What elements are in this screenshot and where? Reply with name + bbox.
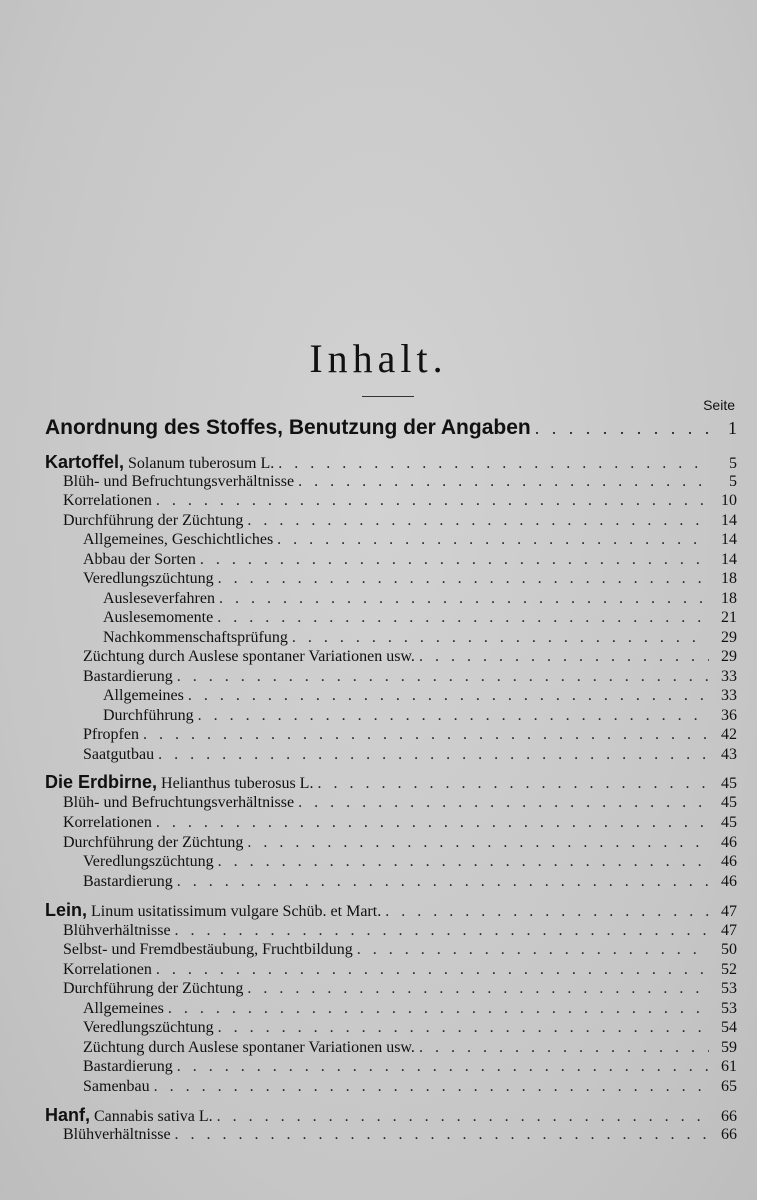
- toc-entry-title: [83, 550, 196, 569]
- dot-leader: [175, 921, 709, 940]
- dot-leader: [200, 550, 709, 569]
- dot-leader: [247, 833, 709, 852]
- toc-entry: [0, 901, 737, 921]
- toc-entry: [0, 706, 737, 725]
- toc-entry: [0, 1018, 737, 1037]
- toc-entry-text: Durchführung der Züchtung: [63, 512, 244, 529]
- toc-page-number: 47: [721, 903, 737, 920]
- toc-entry-title: [63, 491, 152, 510]
- toc-entry-title: [103, 608, 213, 627]
- toc-entry: [0, 813, 737, 832]
- toc-entry-title: [63, 793, 294, 812]
- dot-leader: [143, 725, 709, 744]
- toc-entry-text: Durchführung: [103, 707, 194, 724]
- toc-entry-text: Cannabis sativa L.: [94, 1108, 213, 1125]
- dot-leader: [177, 1057, 709, 1076]
- dot-leader: [385, 902, 709, 921]
- toc-page-number: 14: [721, 551, 737, 568]
- toc-entry: [0, 979, 737, 998]
- toc-page-number: 61: [721, 1058, 737, 1075]
- toc-entry-text: Pfropfen: [83, 726, 139, 743]
- toc-entry-text: Allgemeines, Geschichtliches: [83, 531, 274, 548]
- toc-entry-title: [83, 667, 173, 686]
- toc-page-number: 14: [721, 512, 737, 529]
- toc-page-number: 45: [721, 794, 737, 811]
- dot-leader: [247, 979, 709, 998]
- toc-entry: [0, 872, 737, 891]
- toc-page-number: 47: [721, 922, 737, 939]
- toc-entry-text: Saatgutbau: [83, 746, 155, 763]
- toc-page-number: 29: [721, 648, 737, 665]
- toc-entry-title: [63, 979, 243, 998]
- dot-leader: [156, 491, 709, 510]
- dot-leader: [217, 1107, 709, 1126]
- toc-page-number: 46: [721, 834, 737, 851]
- toc-page-number: 59: [721, 1039, 737, 1056]
- toc-entry-title: [103, 589, 215, 608]
- toc-entry-text: Abbau der Sorten: [83, 551, 196, 568]
- toc-page-number: 46: [721, 873, 737, 890]
- toc-entry: [0, 773, 737, 793]
- toc-entry-text: Bastardierung: [83, 668, 173, 685]
- toc-entry: [0, 453, 737, 473]
- toc-page-number: 1: [728, 418, 737, 438]
- toc-entry: [0, 745, 737, 764]
- toc-entry-text: Korrelationen: [63, 492, 152, 509]
- toc-entry-title: [45, 773, 313, 793]
- toc-page-number: 21: [721, 609, 737, 626]
- dot-leader: [419, 1038, 709, 1057]
- toc-entry: [0, 530, 737, 549]
- toc-entry: [0, 940, 737, 959]
- dot-leader: [156, 960, 709, 979]
- page-column-label: Seite: [703, 397, 735, 413]
- toc-entry-heading: Die Erdbirne,: [45, 772, 158, 792]
- toc-page-number: 33: [721, 687, 737, 704]
- toc-page-number: 5: [729, 455, 737, 472]
- toc-entry-text: Korrelationen: [63, 814, 152, 831]
- toc-entry-title: [45, 1106, 213, 1126]
- toc-entry-title: [63, 940, 353, 959]
- toc-entry-text: Solanum tuberosum L.: [128, 455, 275, 472]
- toc-entry-title: [83, 852, 214, 871]
- toc-page-number: 45: [721, 814, 737, 831]
- toc-entry: [0, 491, 737, 510]
- dot-leader: [218, 569, 709, 588]
- toc-entry: [0, 1106, 737, 1126]
- toc-entry-heading: Lein,: [45, 900, 88, 920]
- toc-entry-heading: Anordnung des Stoffes, Benutzung der Angaben: [45, 416, 531, 439]
- toc-entry: [0, 852, 737, 871]
- toc-entry-title: [83, 872, 173, 891]
- toc-entry-title: [63, 833, 243, 852]
- page-title: Inhalt.: [309, 336, 448, 381]
- toc-page-number: 54: [721, 1019, 737, 1036]
- toc-entry-title: [83, 1018, 214, 1037]
- toc-page-number: 66: [721, 1126, 737, 1143]
- toc-page-number: 18: [721, 590, 737, 607]
- toc-page-number: 5: [729, 473, 737, 490]
- toc-entry-text: Durchführung der Züchtung: [63, 980, 244, 997]
- toc-entry-title: [83, 999, 164, 1018]
- toc-entry-title: [63, 472, 294, 491]
- dot-leader: [419, 647, 709, 666]
- toc-page-number: 10: [721, 492, 737, 509]
- toc-page-number: 45: [721, 775, 737, 792]
- toc-entry-title: [103, 686, 184, 705]
- toc-entry-text: Linum usitatissimum vulgare Schüb. et Mart.: [91, 903, 382, 920]
- toc-page-number: 14: [721, 531, 737, 548]
- toc-entry-title: [63, 1125, 171, 1144]
- toc-entry-text: Samenbau: [83, 1078, 150, 1095]
- toc-entry: [0, 472, 737, 491]
- toc-entry-text: Veredlungszüchtung: [83, 1019, 214, 1036]
- toc-page-number: 66: [721, 1108, 737, 1125]
- toc-entry-title: [83, 1038, 415, 1057]
- toc-entry-title: [83, 569, 214, 588]
- dot-leader: [277, 530, 709, 549]
- toc-entry-title: [103, 706, 194, 725]
- toc-entry-text: Blüh- und Befruchtungsverhältnisse: [63, 473, 295, 490]
- toc-entry: [0, 647, 737, 666]
- toc-entry-text: Züchtung durch Auslese spontaner Variationen usw.: [83, 1039, 415, 1056]
- toc-entry-title: [83, 647, 415, 666]
- toc-entry-text: Allgemeines: [83, 1000, 164, 1017]
- toc-entry-text: Selbst- und Fremdbestäubung, Fruchtbildung: [63, 941, 353, 958]
- toc-entry-title: [63, 813, 152, 832]
- toc-entry: [0, 1125, 737, 1144]
- toc-entry: [0, 550, 737, 569]
- toc-entry-heading: Hanf,: [45, 1105, 90, 1125]
- dot-leader: [188, 686, 709, 705]
- toc-page-number: 29: [721, 629, 737, 646]
- toc-entry: [0, 793, 737, 812]
- dot-leader: [219, 589, 709, 608]
- toc-entry-title: [45, 453, 274, 473]
- title-rule: [362, 396, 414, 397]
- toc-entry-title: [63, 511, 243, 530]
- dot-leader: [158, 745, 709, 764]
- dot-leader: [298, 472, 709, 491]
- toc-entry: [0, 667, 737, 686]
- dot-leader: [218, 1018, 709, 1037]
- toc-entry: [0, 960, 737, 979]
- toc-page-number: 42: [721, 726, 737, 743]
- toc-page-number: 33: [721, 668, 737, 685]
- toc-page-number: 36: [721, 707, 737, 724]
- toc-entry-text: Allgemeines: [103, 687, 184, 704]
- dot-leader: [198, 706, 709, 725]
- dot-leader: [177, 667, 709, 686]
- toc-entry-text: Helianthus tuberosus L.: [161, 775, 314, 792]
- toc-page-number: 53: [721, 980, 737, 997]
- toc-entry: [0, 1077, 737, 1096]
- toc-entry-title: [45, 418, 531, 438]
- toc-entry-text: Durchführung der Züchtung: [63, 834, 244, 851]
- toc-entry: [0, 686, 737, 705]
- toc-entry-title: [83, 745, 154, 764]
- toc-entry: [0, 725, 737, 744]
- dot-leader: [317, 774, 709, 793]
- toc-entry: [0, 833, 737, 852]
- toc-entry: [0, 921, 737, 940]
- toc-entry-heading: Kartoffel,: [45, 452, 125, 472]
- dot-leader: [156, 813, 709, 832]
- toc-entry-text: Blühverhältnisse: [63, 922, 171, 939]
- toc-entry-text: Veredlungszüchtung: [83, 570, 214, 587]
- toc-page-number: 50: [721, 941, 737, 958]
- toc-entry-text: Züchtung durch Auslese spontaner Variationen usw.: [83, 648, 415, 665]
- dot-leader: [298, 793, 709, 812]
- toc-entry-title: [103, 628, 288, 647]
- dot-leader: [177, 872, 709, 891]
- toc-entry: [0, 1038, 737, 1057]
- toc-entry-text: Korrelationen: [63, 961, 152, 978]
- dot-leader: [154, 1077, 709, 1096]
- toc-entry-title: [83, 725, 139, 744]
- toc-entry-text: Nachkommenschaftsprüfung: [103, 629, 288, 646]
- toc-entry-text: Ausleseverfahren: [103, 590, 215, 607]
- toc-entry: [0, 418, 737, 438]
- dot-leader: [247, 511, 709, 530]
- dot-leader: [535, 419, 709, 438]
- toc-entry: [0, 589, 737, 608]
- dot-leader: [175, 1125, 709, 1144]
- toc-page-number: 65: [721, 1078, 737, 1095]
- toc-entry: [0, 511, 737, 530]
- dot-leader: [217, 608, 709, 627]
- toc-entry-title: [83, 1057, 173, 1076]
- dot-leader: [218, 852, 709, 871]
- toc-entry-text: Bastardierung: [83, 873, 173, 890]
- toc-entry-text: Auslesemomente: [103, 609, 214, 626]
- toc-entry-text: Veredlungszüchtung: [83, 853, 214, 870]
- toc-entry-title: [83, 530, 273, 549]
- toc-page-number: 46: [721, 853, 737, 870]
- toc-page-number: 52: [721, 961, 737, 978]
- toc-entry: [0, 569, 737, 588]
- toc-page-number: 53: [721, 1000, 737, 1017]
- dot-leader: [357, 940, 709, 959]
- toc-entry-text: Blüh- und Befruchtungsverhältnisse: [63, 794, 295, 811]
- toc-entry: [0, 608, 737, 627]
- dot-leader: [292, 628, 709, 647]
- dot-leader: [278, 454, 709, 473]
- toc-entry-title: [63, 960, 152, 979]
- toc-entry: [0, 999, 737, 1018]
- toc-entry-text: Blühverhältnisse: [63, 1126, 171, 1143]
- dot-leader: [168, 999, 709, 1018]
- toc-page-number: 18: [721, 570, 737, 587]
- toc-entry-text: Bastardierung: [83, 1058, 173, 1075]
- toc-page-number: 43: [721, 746, 737, 763]
- toc-entry-title: [83, 1077, 150, 1096]
- toc-entry-title: [63, 921, 171, 940]
- toc-entry: [0, 1057, 737, 1076]
- toc-entry: [0, 628, 737, 647]
- toc-entry-title: [45, 901, 381, 921]
